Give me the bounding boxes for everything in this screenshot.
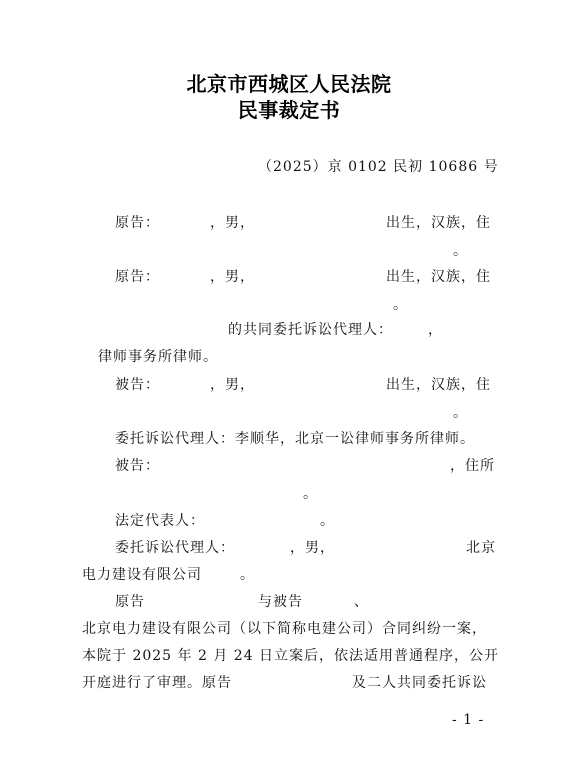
defendant-2-agent-company: 电力建设有限公司 [82, 567, 202, 583]
court-name: 北京市西城区人民法院 [186, 72, 392, 96]
legal-rep-end: 。 [320, 513, 334, 529]
defendant-2-agent-city: 北京 [466, 540, 496, 556]
body-defendant-word: 与被告 [258, 594, 303, 610]
plaintiff-1-label: 原告： [115, 215, 160, 231]
body-line-4a: 开庭进行了审理。原告 [82, 675, 232, 691]
defendant-2-address: ，住所 [450, 458, 495, 474]
body-line-4b: 及二人共同委托诉讼 [352, 675, 487, 691]
plaintiff-2-birth: 出生，汉族，住 [386, 269, 491, 285]
defendant-1-birth: 出生，汉族，住 [386, 377, 491, 393]
body-line-3: 本院于 2025 年 2 月 24 日立案后，依法适用普通程序，公开 [82, 648, 500, 664]
body-separator: 、 [354, 594, 369, 610]
defendant-1-label: 被告： [115, 377, 160, 393]
defendant-2-agent-label: 委托诉讼代理人： [115, 540, 235, 556]
plaintiff-1-sex: ，男， [210, 215, 255, 231]
plaintiff-2-sex: ，男， [210, 269, 255, 285]
defendant-2-agent-sex: ，男， [290, 540, 335, 556]
legal-rep-label: 法定代表人： [115, 513, 205, 529]
joint-agent-firm: 律师事务所律师。 [98, 349, 218, 365]
defendant-2-agent-end: 。 [240, 567, 254, 583]
plaintiff-2-label: 原告： [115, 269, 160, 285]
defendant-1-agent: 委托诉讼代理人：李顺华，北京一讼律师事务所律师。 [115, 431, 475, 447]
defendant-2-end: 。 [303, 486, 317, 502]
plaintiff-1-birth: 出生，汉族，住 [386, 215, 491, 231]
document-type: 民事裁定书 [237, 98, 341, 122]
defendant-1-end: 。 [453, 405, 467, 421]
joint-agent-label: 的共同委托诉讼代理人： [228, 322, 393, 338]
defendant-2-label: 被告： [115, 458, 160, 474]
body-line-2: 北京电力建设有限公司（以下简称电建公司）合同纠纷一案， [82, 621, 487, 637]
case-number: （2025）京 0102 民初 10686 号 [258, 159, 499, 175]
body-plaintiff-word: 原告 [115, 594, 145, 610]
page-number: - 1 - [452, 712, 485, 728]
defendant-1-sex: ，男， [210, 377, 255, 393]
plaintiff-1-end: 。 [453, 243, 467, 259]
plaintiff-2-end: 。 [393, 297, 407, 313]
joint-agent-comma: ， [428, 322, 443, 338]
